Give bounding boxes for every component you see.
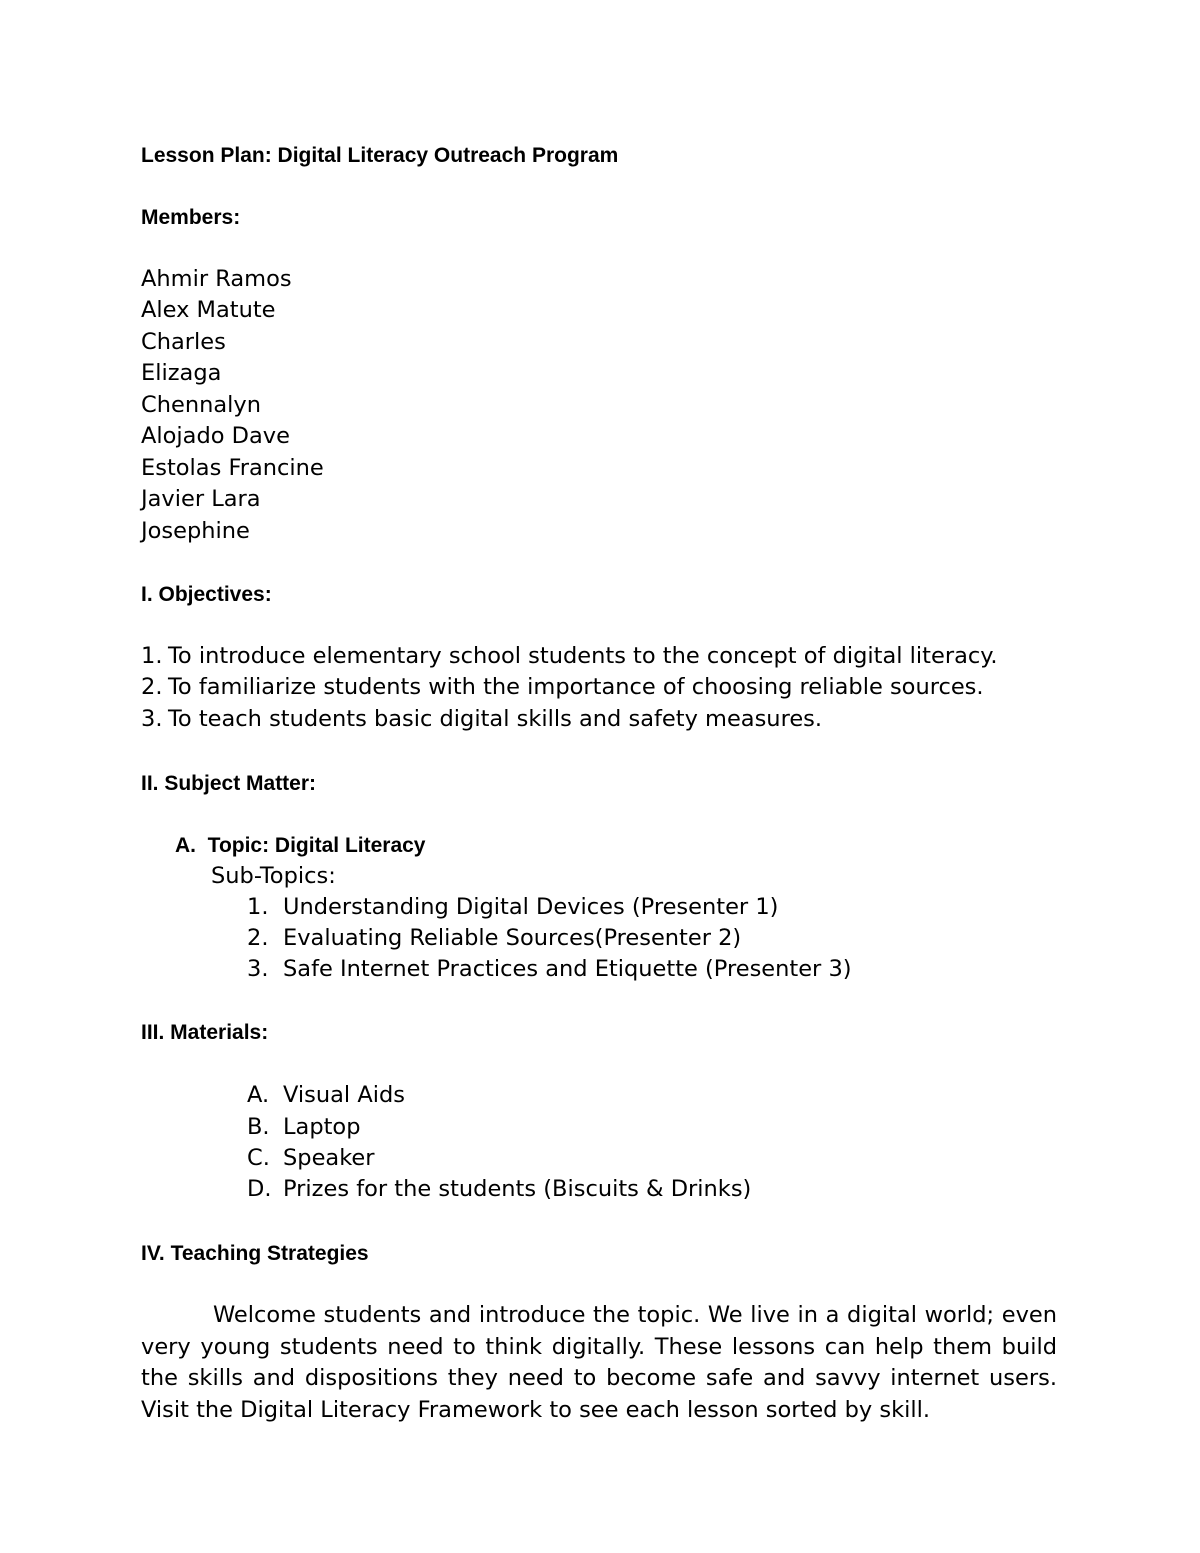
- subject-matter-heading: II. Subject Matter:: [141, 772, 317, 795]
- member-name: Ahmir Ramos: [141, 266, 292, 292]
- objective-item: [141, 705, 822, 733]
- subtopic-item: [247, 924, 741, 952]
- objectives-heading: I. Objectives:: [141, 583, 272, 606]
- member-name: Estolas Francine: [141, 455, 324, 481]
- subtopic-text: Evaluating Reliable Sources(Presenter 2): [283, 925, 742, 951]
- objective-item: [141, 642, 998, 670]
- objective-number: 1.: [141, 643, 163, 669]
- objective-number: 3.: [141, 706, 163, 732]
- member-name: Josephine: [141, 518, 250, 544]
- subtopic-text: Understanding Digital Devices (Presenter 1): [283, 894, 779, 920]
- subtopic-item: [247, 955, 852, 983]
- objective-number: 2.: [141, 674, 163, 700]
- materials-heading: III. Materials:: [141, 1021, 269, 1044]
- subtopics-label: Sub-Topics:: [211, 863, 336, 889]
- member-name: Javier Lara: [141, 486, 261, 512]
- teaching-strategies-paragraph: Welcome students and introduce the topic. We live in a digital world; even very young students need to think digitally. These lessons can help them build the skills and dispositions they need to become safe and savvy internet users. Visit the Digital Literacy Framework to see each lesson sorted by skill.: [141, 1302, 1057, 1423]
- document-title: Lesson Plan: Digital Literacy Outreach Program: [141, 144, 619, 167]
- objective-item: [141, 673, 984, 701]
- subtopic-item: [247, 893, 778, 921]
- objective-text: To teach students basic digital skills and safety measures.: [168, 706, 823, 732]
- member-name: Alex Matute: [141, 297, 276, 323]
- topic-line: A. Topic: Digital Literacy: [175, 834, 426, 857]
- member-name: Chennalyn: [141, 392, 261, 418]
- material-item: [247, 1144, 375, 1172]
- subtopic-number: 3.: [247, 956, 269, 982]
- material-item: [247, 1175, 751, 1203]
- material-item: [247, 1081, 405, 1109]
- member-name: Charles: [141, 329, 226, 355]
- material-item: [247, 1113, 360, 1141]
- teaching-strategies-heading: IV. Teaching Strategies: [141, 1242, 369, 1265]
- subtopic-number: 1.: [247, 894, 269, 920]
- subtopic-text: Safe Internet Practices and Etiquette (Presenter 3): [283, 956, 852, 982]
- material-letter: C.: [247, 1145, 270, 1171]
- material-text: Speaker: [283, 1145, 375, 1171]
- material-text: Prizes for the students (Biscuits & Drinks): [283, 1176, 752, 1202]
- member-name: Alojado Dave: [141, 423, 290, 449]
- subtopic-number: 2.: [247, 925, 269, 951]
- material-letter: D.: [247, 1176, 272, 1202]
- members-heading: Members:: [141, 206, 241, 229]
- objective-text: To familiarize students with the importance of choosing reliable sources.: [168, 674, 984, 700]
- objective-text: To introduce elementary school students to the concept of digital literacy.: [168, 643, 998, 669]
- material-letter: A.: [247, 1082, 270, 1108]
- material-text: Laptop: [283, 1114, 361, 1140]
- material-text: Visual Aids: [283, 1082, 405, 1108]
- member-name: Elizaga: [141, 360, 222, 386]
- material-letter: B.: [247, 1114, 270, 1140]
